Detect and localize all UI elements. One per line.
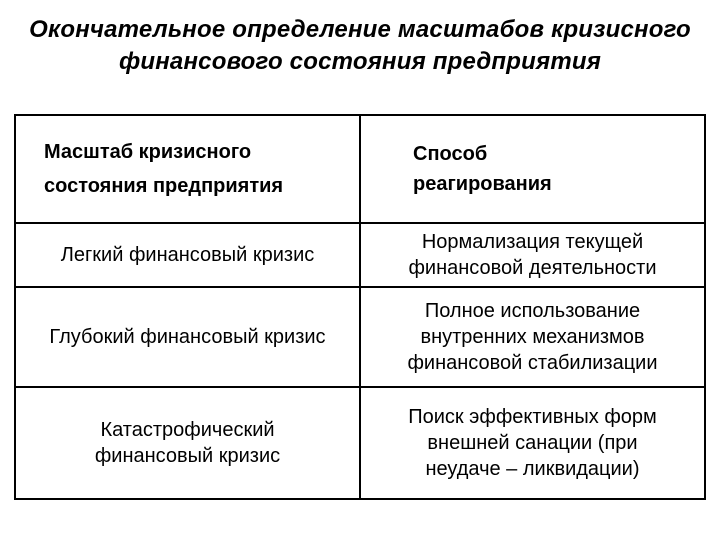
table-row-3-response [361,388,704,498]
table-row-1-response [361,224,704,286]
crisis-response-table [14,114,706,500]
table-row-2-response [361,288,704,386]
table-row-3-scale [16,388,359,498]
header-cell-response [361,116,704,222]
page-title [0,14,720,78]
table-row-1-scale [16,224,359,286]
header-cell-scale [16,116,359,222]
cell-text: Нормализация текущей финансовой деятельности [408,231,657,279]
table-row-2-scale [16,288,359,386]
header-response-label: Способ реагирования [413,143,552,195]
cell-text: Легкий финансовый кризис [60,244,315,266]
title-line-2: финансового состояния предприятия [118,48,602,75]
cell-text: Поиск эффективных форм внешней санации (при неудаче – ликвидации) [408,406,657,480]
header-scale-label: Масштаб кризисного состояния предприятия [44,141,284,197]
title-line-1: Окончательное определение масштабов кризисного [29,16,691,43]
cell-text: Глубокий финансовый кризис [49,326,326,348]
cell-text: Полное использование внутренних механизмов финансовой стабилизации [407,300,658,374]
cell-text: Катастрофический финансовый кризис [94,419,281,467]
